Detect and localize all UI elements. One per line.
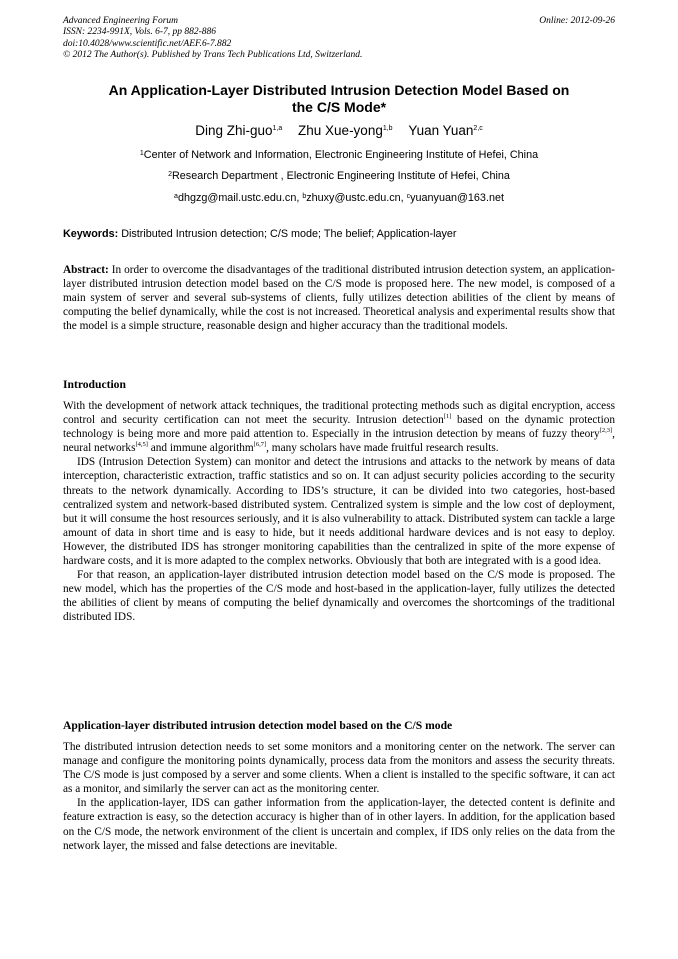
text-run: , many scholars have made fruitful research results. (266, 442, 499, 455)
affiliation-1 (63, 149, 615, 162)
author-affiliation-marker: 2,c (473, 125, 483, 132)
email-list (63, 192, 615, 205)
heading-introduction: Introduction (63, 378, 126, 391)
author-name: Ding Zhi-guo (195, 123, 273, 138)
introduction-body (63, 399, 615, 625)
keywords (63, 228, 615, 241)
journal-header (63, 16, 615, 62)
email: dhgzg@mail.ustc.edu.cn, (177, 192, 303, 204)
heading-section-2: Application-layer distributed intrusion detection model based on the C/S mode (63, 719, 453, 732)
author-list (63, 123, 615, 139)
online-date: Online: 2012-09-26 (539, 16, 615, 26)
citation: [6,7] (253, 441, 267, 449)
affiliation-2 (63, 170, 615, 183)
author-name: Zhu Xue-yong (298, 123, 383, 138)
text-run: With the development of network attack techniques, the traditional protecting methods such as digital encryption, access control and security certification can not meet the security. Intrusion detection (63, 400, 615, 427)
section-2-body (63, 740, 615, 853)
text-run: based on the dynamic protection technology is being more and more paid attention to. Especially in the intrusion detection by means of fuzzy theory (63, 414, 616, 441)
keywords-text: Distributed Intrusion detection; C/S mode; The belief; Application-layer (121, 228, 457, 240)
citation: [2,3] (599, 427, 613, 435)
doi-line: doi:10.4028/www.scientific.net/AEF.6-7.882 (63, 38, 232, 49)
paragraph: For that reason, an application-layer distributed intrusion detection model based on the C/S mode is proposed. The new model, which has the properties of the C/S mode and host-based in the application-layer, fully utilizes the detected the abilities of client by means of computing the belief dynamically and overcomes the shortcomings of the traditional distributed IDS. (63, 569, 615, 624)
keywords-label: Keywords: (63, 228, 119, 240)
copyright-line: © 2012 The Author(s). Published by Trans Tech Publications Ltd, Switzerland. (63, 50, 363, 61)
email: zhuxy@ustc.edu.cn, (306, 192, 407, 204)
citation: [4,5] (135, 441, 148, 449)
title-line-1: An Application-Layer Distributed Intrusion Detection Model Based on (108, 82, 570, 98)
abstract-label: Abstract: (63, 264, 109, 276)
paragraph: IDS (Intrusion Detection System) can monitor and detect the intrusions and attacks to the network by means of data interception, characteristic extraction, traffic statistics and so on. It can adjust security policies according to the security threats to the network dynamically. According to IDS’s structure, it can be divided into two categories, host-based centralized system and network-based distributed system. Centralized system is simple and the low cost of deployment, but it will consume the host resources seriously, and it is also vulnerability to attack. Distributed system can tackle a large amount of data in short time and is easy to hide, but it needs additional hardware devices and is not easy to deploy. However, the distributed IDS has stronger monitoring capabilities than the centralized in spite of the more expense of hardware costs, and it is more adapted to the complex networks. Obviously that both are integrated with is a good idea. (63, 456, 615, 568)
email: yuanyuan@163.net (410, 192, 504, 204)
author (195, 123, 282, 138)
abstract-text: In order to overcome the disadvantages of the traditional distributed intrusion detection system, an application-layer distributed intrusion detection model based on the C/S mode is proposed here. The new model, is composed of a main system of server and several sub-systems of clients, fully utilizes detection abilities of the client by means of computing the belief dynamically, while the cost is not increased. Theoretical analysis and experimental results show that the model is a simple structure, reasonable design and higher accuracy than the traditional models. (63, 264, 615, 333)
author-name: Yuan Yuan (408, 123, 474, 138)
paragraph: In the application-layer, IDS can gather information from the application-layer, the detected content is definite and feature extraction is easy, so the detection accuracy is higher than of in other layers. In addition, for the application based on the C/S mode, the network environment of the client is uncertain and complex, if IDS only relies on the data from the network layer, the missed and false detections are inevitable. (63, 797, 615, 852)
author (408, 123, 482, 138)
author-affiliation-marker: 1,b (382, 125, 393, 132)
journal-name: Advanced Engineering Forum (63, 16, 179, 26)
paragraph (63, 399, 615, 455)
author (298, 123, 393, 138)
affiliation-marker: 2 (168, 171, 172, 178)
affiliation-text: Research Department , Electronic Engineering Institute of Hefei, China (172, 170, 510, 182)
issn-line: ISSN: 2234-991X, Vols. 6-7, pp 882-886 (63, 27, 217, 38)
email-marker: a (174, 193, 178, 200)
title-line-2: the C/S Mode* (291, 99, 387, 115)
affiliation-marker: 1 (139, 150, 144, 157)
text-run: , neural networks (63, 428, 615, 455)
author-affiliation-marker: 1,a (272, 125, 283, 132)
affiliation-text: Center of Network and Information, Electronic Engineering Institute of Hefei, China (143, 149, 539, 161)
citation: [1] (443, 413, 452, 421)
email-marker: b (302, 193, 307, 200)
text-run: and immune algorithm (147, 442, 254, 455)
email-marker: c (406, 193, 411, 200)
paper-title (63, 82, 615, 116)
abstract (63, 263, 615, 333)
paragraph: The distributed intrusion detection needs to set some monitors and a monitoring center on the network. The server can manage and configure the monitoring points dynamically, process data from the monitors and assess the security threats. The C/S mode is just composed by a server and some clients. When a client is installed to the specific software, it can act as a monitor, and similarly the server can act as the monitoring center. (63, 741, 615, 796)
